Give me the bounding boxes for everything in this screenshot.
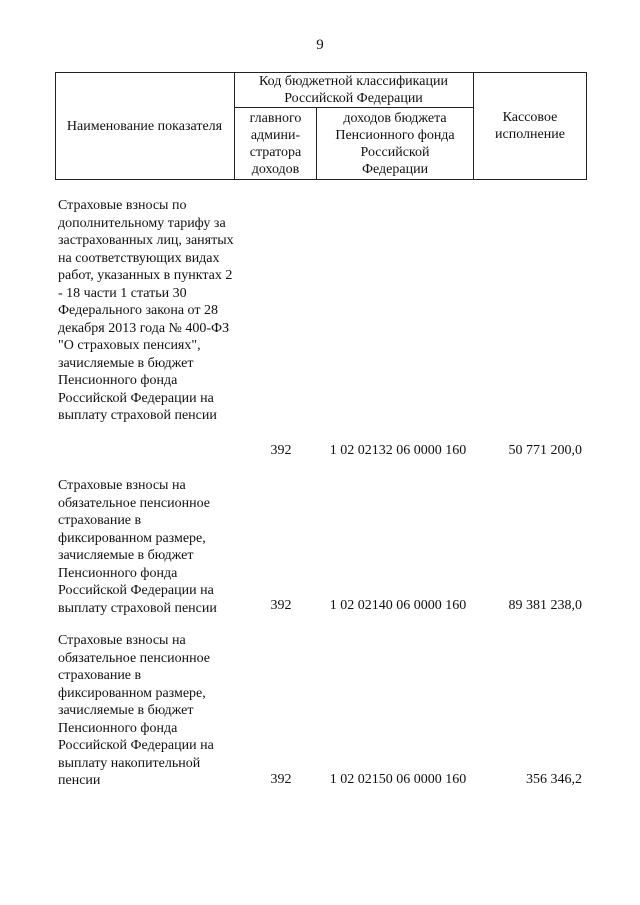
table-header: [55, 72, 587, 180]
row-amount: 50 771 200,0: [508, 443, 582, 458]
page-number: 9: [316, 37, 324, 53]
row-name: Страховые взносы на обязательное пенсионное страхование в фиксированном размере, зачисляемые в бюджет Пенсионного фонда Российской Федерации на выплату накопительной пенсии: [58, 633, 214, 788]
header-revenue-column: доходов бюджета Пенсионного фонда Российской Федерации: [335, 110, 455, 177]
row-admin-code: 392: [270, 772, 292, 787]
row-kbk-code: 1 02 02150 06 0000 160: [329, 772, 467, 787]
row-kbk-code: 1 02 02140 06 0000 160: [329, 598, 467, 613]
header-admin-column: главного админи-стратора доходов: [249, 110, 302, 177]
row-amount: 89 381 238,0: [508, 598, 582, 613]
row-name: Страховые взносы на обязательное пенсионное страхование в фиксированном размере, зачисляемые в бюджет Пенсионного фонда Российской Федерации на выплату страховой пенсии: [58, 478, 217, 616]
header-border-right: [586, 73, 587, 179]
header-kbk-group: Код бюджетной классификации Российской Федерации: [259, 74, 448, 106]
row-admin-code: 392: [270, 443, 292, 458]
row-admin-code: 392: [270, 598, 292, 613]
header-name-column: Наименование показателя: [66, 118, 223, 134]
row-amount: 356 346,2: [526, 772, 582, 787]
row-name: Страховые взносы по дополнительному тарифу за застрахованных лиц, занятых на соответствующих видах работ, указанных в пунктах 2 - 18 части 1 статьи 30 Федерального закона от 28 декабря 2013 года № 400-ФЗ "О страховых пенсиях", зачисляемые в бюджет Пенсионного фонда Российской Федерации на выплату страховой пенсии: [58, 198, 234, 423]
header-execution-column: Кассовое исполнение: [495, 110, 565, 142]
row-kbk-code: 1 02 02132 06 0000 160: [329, 443, 467, 458]
